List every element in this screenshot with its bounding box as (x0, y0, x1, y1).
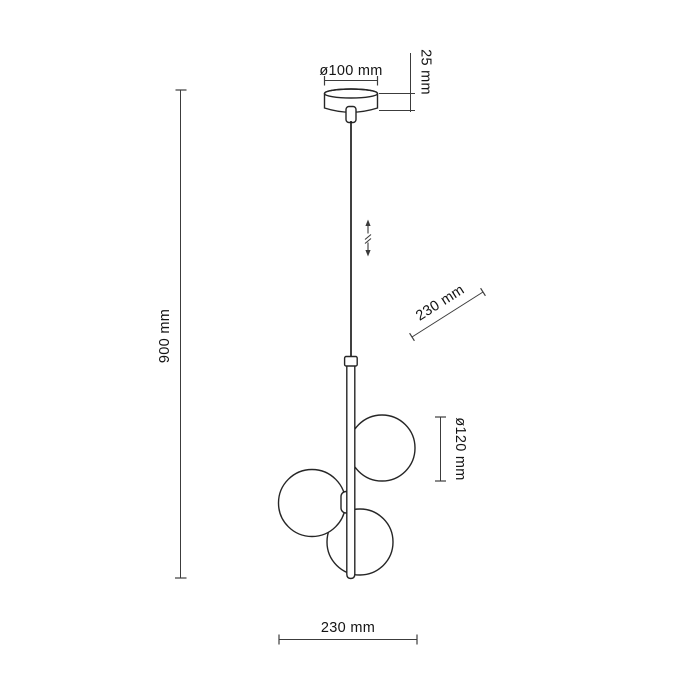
cable-strain-relief (346, 107, 356, 123)
ceiling-canopy (325, 89, 378, 123)
width-bottom-label: 230 mm (320, 620, 376, 636)
dimension-width-bottom (279, 620, 417, 645)
dimension-globe-diameter (435, 417, 468, 481)
dimension-overall-height (157, 90, 187, 578)
rod (347, 358, 355, 579)
depth-diagonal-label: 230 mm (413, 281, 468, 325)
dimension-canopy-diameter (319, 63, 382, 86)
overall-height-label: 900 mm (157, 308, 173, 364)
height-adjustable-icon (365, 220, 371, 257)
canopy-height-label: 25 mm (417, 49, 434, 95)
dimension-canopy-height (379, 49, 434, 112)
canopy-diameter-label: ø100 mm (319, 63, 383, 79)
dimension-depth-diagonal (410, 282, 486, 341)
globe-diameter-label: ø120 mm (452, 417, 468, 481)
rod-top-cap (345, 357, 358, 367)
globe-left (279, 470, 346, 537)
pendant-lamp (279, 89, 416, 579)
globe-top-right (349, 415, 415, 481)
